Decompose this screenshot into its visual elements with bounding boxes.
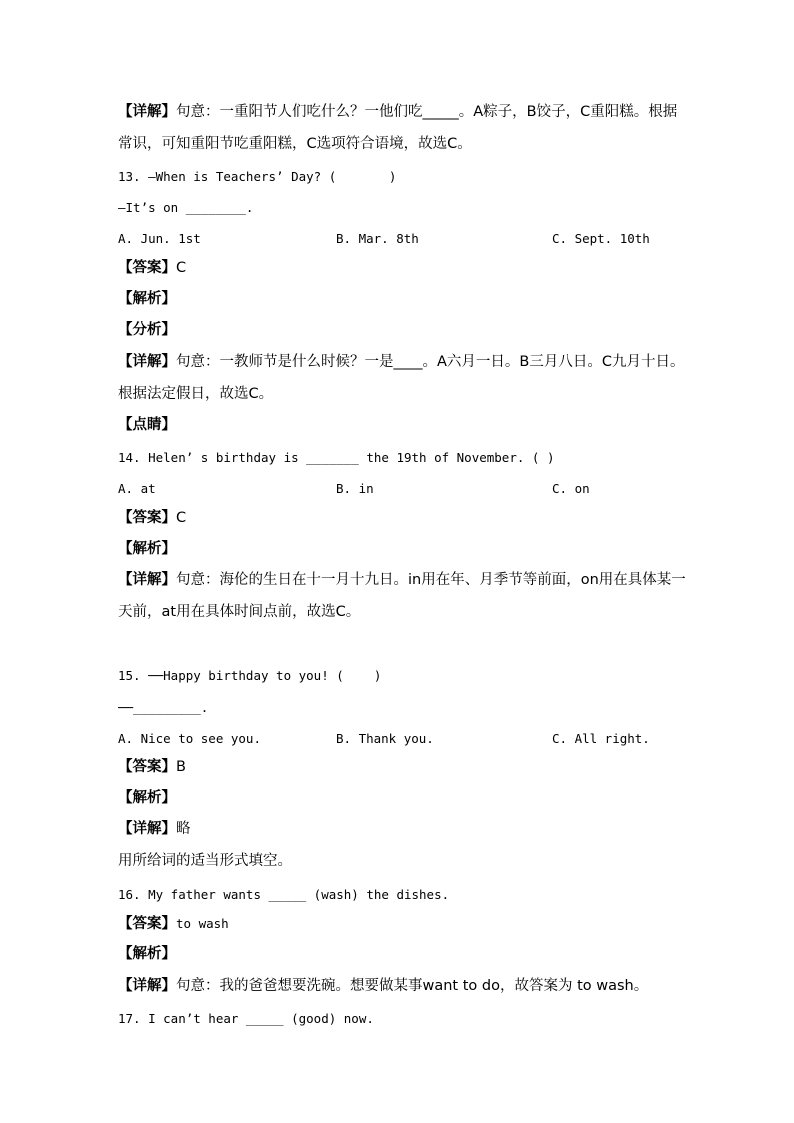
section-tag: 【解析】 [118,541,176,557]
answer-value: B [176,759,186,775]
question-15 [118,668,381,684]
question-text: 14. Helen’ s birthday is _______ the 19th of November. ( ) [118,450,555,465]
answer-line [118,916,229,932]
tips-heading [118,417,176,433]
explanation-line [118,104,677,120]
explanation-line [118,978,648,994]
line-text: 用所给词的适当形式填空。 [118,853,292,869]
option-c: C. Sept. 10th [552,231,650,246]
line-text: 天前，at用在具体时间点前，故选C。 [118,604,361,620]
section-tag: 【详解】 [118,354,176,370]
section-tag: 【详解】 [118,978,176,994]
option-c: C. All right. [552,731,650,746]
answer-line [118,510,186,526]
line-text: 根据法定假日，故选C。 [118,386,274,402]
question-13-answer-line [118,200,253,216]
line-text: 常识，可知重阳节吃重阳糕，C选项符合语境，故选C。 [118,136,472,152]
explanation-line [118,136,472,152]
line-text: ──_________. [118,700,209,715]
line-text: —It’s on ________. [118,200,254,215]
question-17 [118,1011,374,1027]
section-instruction [118,853,292,869]
section-tag: 【解析】 [118,291,176,307]
question-14 [118,450,555,466]
section-tag: 【点睛】 [118,417,176,433]
option-b: B. in [336,481,374,496]
option-c: C. on [552,481,590,496]
option-b: B. Thank you. [336,731,434,746]
question-text: 15. ──Happy birthday to you! ( ) [118,668,382,683]
line-text: 略 [176,821,191,837]
option-a: A. Nice to see you. [118,731,261,746]
explanation-line [118,821,191,837]
section-tag: 【详解】 [118,821,176,837]
line-text: 句意：海伦的生日在十一月十九日。in用在年、月季节等前面，on用在具体某一 [176,572,686,588]
section-tag: 【分析】 [118,322,176,338]
analysis-heading [118,790,176,806]
option-a: A. at [118,481,156,496]
option-a: A. Jun. 1st [118,231,201,246]
answer-value: C [176,510,187,526]
analysis-sub-heading [118,322,176,338]
explanation-line [118,354,685,370]
section-tag: 【解析】 [118,790,176,806]
explanation-line [118,386,273,402]
line-text: 句意：一重阳节人们吃什么？一他们吃_____。A粽子，B饺子，C重阳糕。根据 [176,104,678,120]
question-text: 17. I can’t hear _____ (good) now. [118,1011,374,1026]
question-text: 16. My father wants _____ (wash) the dishes. [118,887,450,902]
analysis-heading [118,946,176,962]
answer-value: C [176,260,187,276]
section-tag: 【详解】 [118,572,176,588]
analysis-heading [118,541,176,557]
section-tag: 【答案】 [118,916,176,932]
question-15-answer-line [118,700,208,716]
question-13 [118,169,396,185]
section-tag: 【答案】 [118,759,176,775]
answer-line [118,759,186,775]
question-text: 13. —When is Teachers’ Day? ( ) [118,169,397,184]
analysis-heading [118,291,176,307]
answer-value: to wash [176,916,229,931]
explanation-line [118,604,360,620]
question-16 [118,887,449,903]
explanation-line [118,572,686,588]
section-tag: 【解析】 [118,946,176,962]
line-text: 句意：一教师节是什么时候？一是____。A六月一日。B三月八日。C九月十日。 [176,354,685,370]
option-b: B. Mar. 8th [336,231,419,246]
line-text: 句意：我的爸爸想要洗碗。想要做某事want to do，故答案为 to wash。 [176,978,649,994]
section-tag: 【答案】 [118,510,176,526]
section-tag: 【详解】 [118,104,176,120]
answer-line [118,260,186,276]
section-tag: 【答案】 [118,260,176,276]
